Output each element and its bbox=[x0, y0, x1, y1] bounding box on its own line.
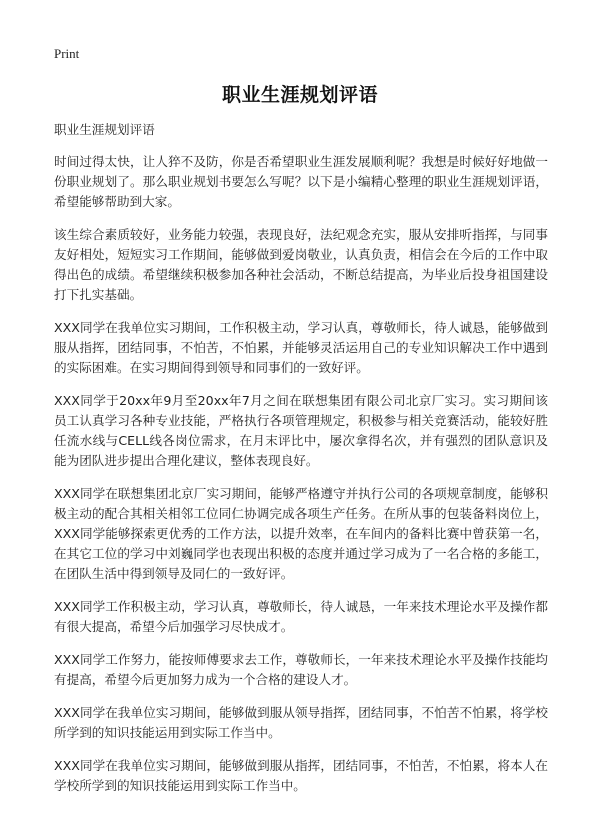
paragraph-comment: XXX同学工作努力，能按师傅要求去工作，尊敬师长，一年来技术理论水平及操作技能均有提高，希望今后更加努力成为一个合格的建设人才。 bbox=[54, 652, 548, 687]
paragraph-comment: XXX同学在我单位实习期间，工作积极主动，学习认真，尊敬师长，待人诚恳，能够做到服从指挥，团结同事，不怕苦，不怕累，并能够灵活运用自己的专业知识解决工作中遇到的实际困难。在实习期间得到领导和同事们的一致好评。 bbox=[54, 320, 548, 375]
paragraph-intro: 时间过得太快，让人猝不及防，你是否希望职业生涯发展顺利呢？我想是时候好好地做一份职业规划了。那么职业规划书要怎么写呢？以下是小编精心整理的职业生涯规划评语，希望能够帮助到大家。 bbox=[54, 154, 548, 209]
paragraph-comment: 该生综合素质较好，业务能力较强，表现良好，法纪观念充实，服从安排听指挥，与同事友好相处，短短实习工作期间，能够做到爱岗敬业，认真负责，相信会在今后的工作中取得出色的成绩。希望继续积极参加各种社会活动，不断总结提高，为毕业后投身祖国建设打下扎实基础。 bbox=[54, 227, 548, 302]
paragraph-comment: XXX同学工作积极主动，学习认真，尊敬师长，待人诚恳，一年来技术理论水平及操作都有很大提高，希望今后加强学习尽快成才。 bbox=[54, 599, 548, 634]
paragraph-comment: XXX同学在联想集团北京厂实习期间，能够严格遵守并执行公司的各项规章制度，能够积极主动的配合其相关相邻工位同仁协调完成各项生产任务。在所从事的包装备料岗位上，XXX同学能够探索更优秀的工作方法，以提升效率，在车间内的备料比赛中曾获第一名，在其它工位的学习中刘巍同学也表现出积极的态度并通过学习成为了一名合格的多能工，在团队生活中得到领导及同仁的一致好评。 bbox=[54, 486, 548, 581]
paragraph-comment: XXX同学在我单位实习期间，能够做到服从指挥，团结同事，不怕苦，不怕累，将本人在学校所学到的知识技能运用到实际工作当中。 bbox=[54, 758, 548, 793]
document-body bbox=[54, 120, 548, 809]
document-subtitle: 职业生涯规划评语 bbox=[54, 122, 155, 137]
paragraph-comment: XXX同学于20xx年9月至20xx年7月之间在联想集团有限公司北京厂实习。实习期间该员工认真学习各种专业技能，严格执行各项管理规定，积极参与相关竞赛活动，能较好胜任流水线与CELL线各岗位需求，在月末评比中，屡次拿得名次，并有强烈的团队意识及能为团队进步提出合理化建议，整体表现良好。 bbox=[54, 393, 548, 468]
print-label[interactable]: Print bbox=[54, 46, 80, 61]
paragraph-comment: XXX同学在我单位实习期间，能够做到服从领导指挥，团结同事，不怕苦不怕累，将学校所学到的知识技能运用到实际工作当中。 bbox=[54, 705, 548, 740]
document-title: 职业生涯规划评语 bbox=[221, 84, 378, 106]
